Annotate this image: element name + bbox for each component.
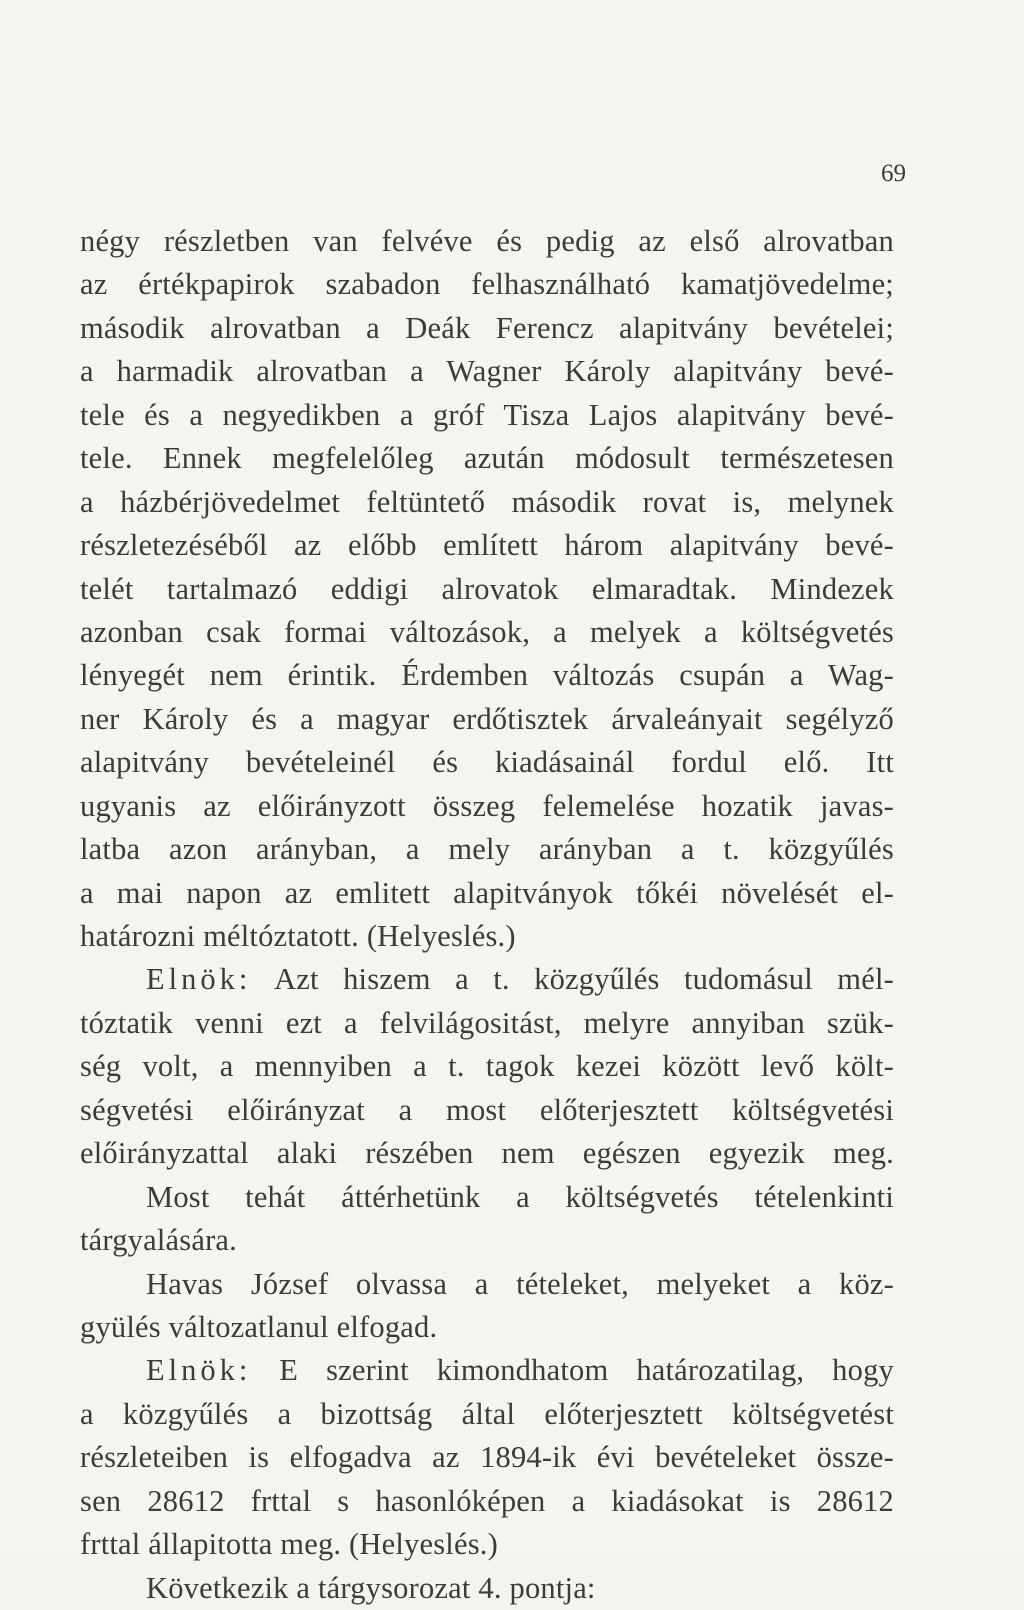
text-line: tárgyalására. [80,1223,237,1258]
page-number: 69 [881,160,906,187]
text-line: határozni méltóztatott. (Helyeslés.) [80,919,516,953]
text-line: a mai napon az emlitett alapitványok tőkéi növelését el- [80,875,894,910]
text-line: ner Károly és a magyar erdőtisztek árvaleányait segélyző [80,701,894,736]
text-line: frttal állapitotta meg. (Helyeslés.) [80,1527,498,1562]
text-line: ségvetési előirányzat a most előterjesztett költségvetési [80,1092,894,1127]
speaker-name: Elnök: [146,962,252,997]
text-line: részletezéséből az előbb említett három alapitvány bevé- [80,528,894,563]
speaker-line [80,1349,894,1392]
text-line: négy részletben van felvéve és pedig az első alrovatban [80,224,894,258]
text-line: részleteiben is elfogadva az 1894-ik évi bevételeket össze- [80,1440,894,1475]
text-line: második alrovatban a Deák Ferencz alapitvány bevételei; [80,310,894,345]
speaker-name: Elnök: [146,1353,252,1388]
text-line: telét tartalmazó eddigi alrovatok elmaradtak. Mindezek [80,571,894,606]
text-line: alapitvány bevételeinél és kiadásainál fordul elő. Itt [80,745,894,780]
text-line: tele és a negyedikben a gróf Tisza Lajos alapitvány bevé- [80,397,894,432]
speaker-line [80,958,894,1001]
text-line: gyülés változatlanul elfogad. [80,1309,438,1344]
text-line: tele. Ennek megfelelőleg azután módosult természetesen [80,441,894,476]
text-line: ugyanis az előirányzott összeg felemelése hozatik javas- [80,788,894,823]
text-line: előirányzattal alaki részében nem egészen egyezik meg. [80,1136,894,1171]
text-line: a házbérjövedelmet feltüntető második rovat is, melynek [80,484,894,519]
paragraph-start: Havas József olvassa a tételeket, melyeket a köz- [146,1266,894,1301]
text-line: a harmadik alrovatban a Wagner Károly alapitvány bevé- [80,354,894,389]
text-line: latba azon arányban, a mely arányban a t. közgyűlés [80,832,894,867]
text-line: az értékpapirok szabadon felhasználható kamatjövedelme; [80,267,894,302]
text-line: tóztatik venni ezt a felvilágositást, melyre annyiban szük- [80,1005,894,1040]
speaker-text: E szerint kimondhatom határozatilag, hogy [279,1353,894,1388]
paragraph-start: Most tehát áttérhetünk a költségvetés tételenkinti [146,1179,894,1214]
text-line: sen 28612 frttal s hasonlóképen a kiadásokat is 28612 [80,1483,894,1518]
paragraph-start: Következik a tárgysorozat 4. pontja: [146,1570,596,1605]
body-text [80,220,894,1610]
text-line: a közgyűlés a bizottság által előterjesztett költségvetést [80,1396,894,1431]
text-line: lényegét nem érintik. Érdemben változás csupán a Wag- [80,658,894,693]
text-line: ség volt, a mennyiben a t. tagok kezei között levő költ- [80,1049,894,1084]
speaker-text: Azt hiszem a t. közgyűlés tudomásul mél- [274,962,894,997]
text-line: azonban csak formai változások, a melyek a költségvetés [80,614,894,649]
